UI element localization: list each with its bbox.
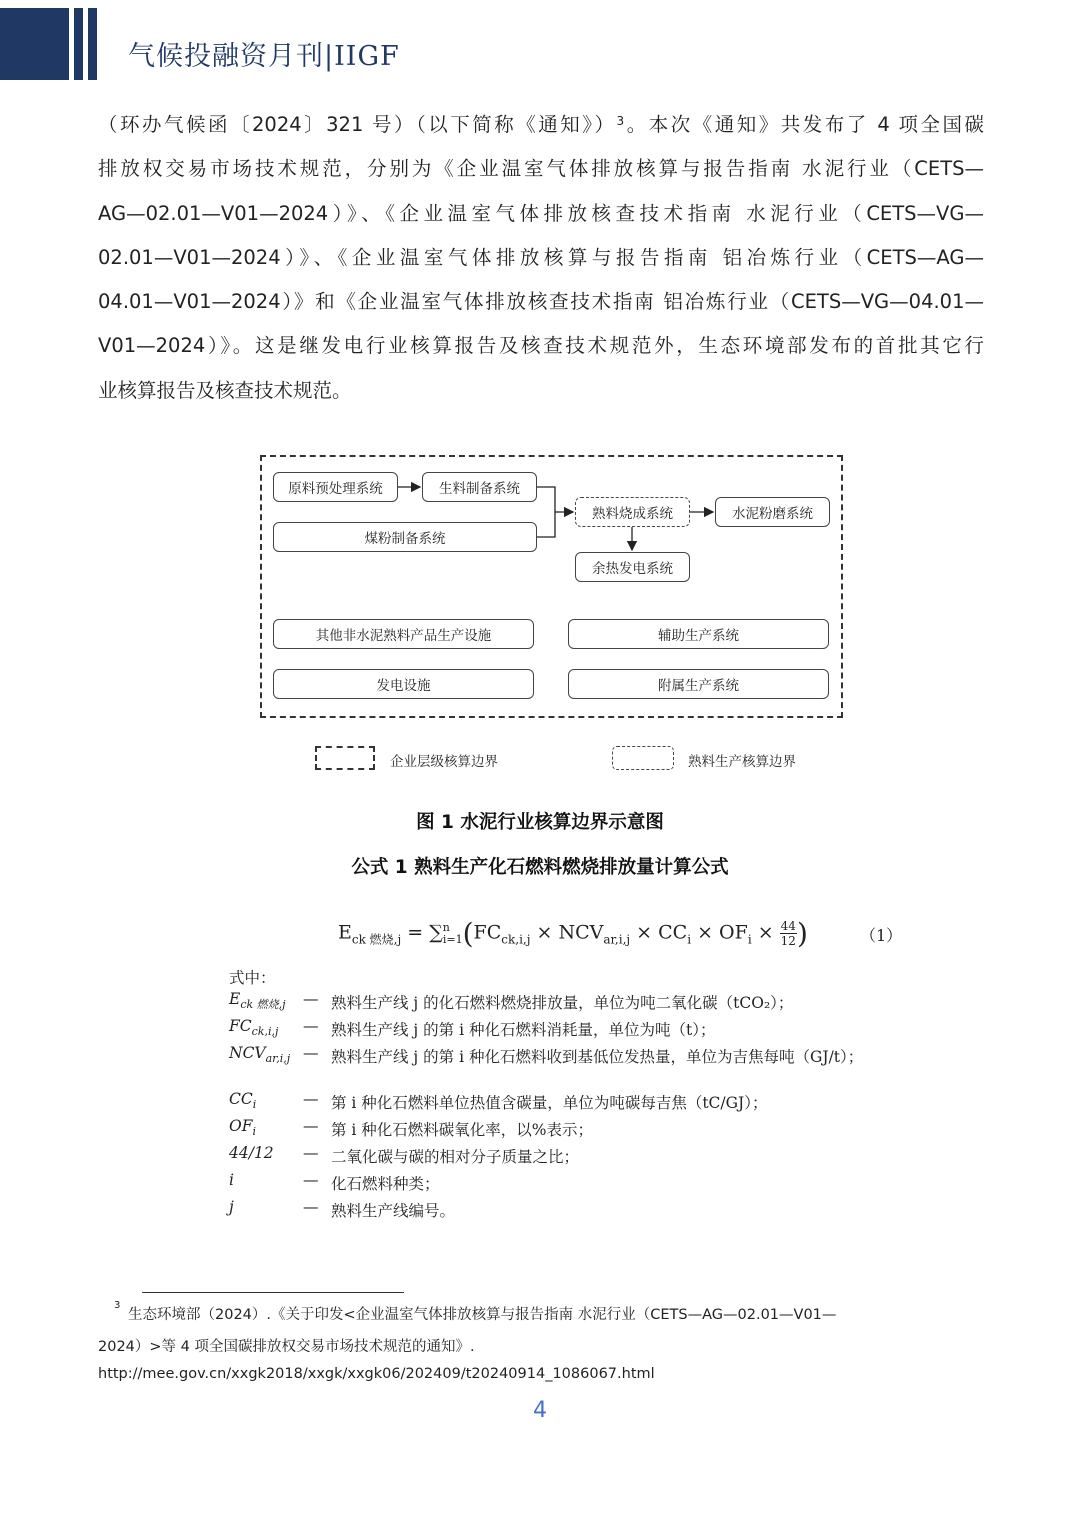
variable-description: 第 i 种化石燃料碳氧化率，以%表示；	[331, 1121, 594, 1139]
box-non-cement: 其他非水泥熟料产品生产设施	[273, 619, 534, 649]
variable-symbol: j	[229, 1198, 234, 1216]
body-line: V01—2024）》。这是继发电行业核算报告及核查技术规范外，生态环境部发布的首批其它行	[98, 334, 984, 358]
variable-description: 熟料生产线 j 的化石燃料燃烧排放量，单位为吨二氧化碳（tCO₂）；	[331, 994, 794, 1012]
variable-symbol: i	[229, 1171, 234, 1189]
box-ancillary: 附属生产系统	[568, 669, 829, 699]
body-line: 04.01—V01—2024）》和《企业温室气体排放核查技术指南 铝冶炼行业（CETS—VG—04.01—	[98, 290, 984, 314]
footnote-mark: 3	[114, 1300, 121, 1311]
variable-description: 化石燃料种类；	[331, 1175, 440, 1193]
variable-description: 熟料生产线 j 的第 i 种化石燃料消耗量，单位为吨（t）；	[331, 1021, 716, 1039]
definition-dash: —	[303, 1144, 319, 1162]
variable-symbol: 44/12	[229, 1144, 274, 1162]
legend-enterprise-label: 企业层级核算边界	[390, 754, 498, 770]
box-cement-grinding: 水泥粉磨系统	[715, 497, 830, 527]
header-title-text: 气候投融资月刊	[128, 41, 324, 72]
header-title-suffix: IIGF	[334, 41, 400, 72]
definition-dash: —	[303, 1044, 319, 1062]
footnote-url-link[interactable]: http://mee.gov.cn/xxgk2018/xxgk/xxgk06/202409/t20240914_1086067.html	[98, 1366, 655, 1382]
box-power: 发电设施	[273, 669, 534, 699]
footnote-line: 2024）>等 4 项全国碳排放权交易市场技术规范的通知》.	[98, 1339, 475, 1355]
formula-fraction: $\frac{44}{12}$	[780, 919, 796, 948]
body-line: 业核算报告及核查技术规范。	[98, 378, 352, 402]
variable-description: 熟料生产线编号。	[331, 1202, 456, 1220]
variable-description: 熟料生产线 j 的第 i 种化石燃料收到基低位发热量，单位为吉焦每吨（GJ/t）；	[331, 1048, 864, 1066]
box-clinker-burning: 熟料烧成系统	[575, 497, 690, 527]
figure-caption: 图 1 水泥行业核算边界示意图	[416, 812, 664, 833]
definition-dash: —	[303, 990, 319, 1008]
box-raw-meal: 生料制备系统	[422, 472, 537, 502]
box-coal-powder: 煤粉制备系统	[273, 522, 537, 552]
body-line: AG—02.01—V01—2024）》、《企业温室气体排放核查技术指南 水泥行业（CETS—VG—	[98, 201, 984, 225]
header-separator: |	[324, 41, 335, 72]
body-line: （环办气候函〔2024〕321 号）（以下简称《通知》）$^3$。本次《通知》共发布了 4 项全国碳	[98, 113, 984, 136]
formula-equation: $E_{ck 燃烧,j} = \sum^n_{i=1}(FC_{ck,i,j} \times NCV_{ar,i,j} \times CC_i \times OF_i$ × $\frac{44}{12}$ )	[338, 917, 808, 950]
definition-dash: —	[303, 1198, 319, 1216]
legend-enterprise-swatch	[315, 746, 375, 770]
variable-symbol: $CC_i$	[229, 1090, 257, 1112]
footnote-rule	[142, 1292, 404, 1293]
legend-clinker-label: 熟料生产核算边界	[688, 754, 796, 770]
definition-dash: —	[303, 1117, 319, 1135]
body-line: 02.01—V01—2024）》、《企业温室气体排放核算与报告指南 铝冶炼行业（CETS—AG—	[98, 245, 984, 269]
variable-description: 二氧化碳与碳的相对分子质量之比；	[331, 1148, 580, 1166]
definition-dash: —	[303, 1017, 319, 1035]
variable-symbol: $E_{ck 燃烧,j}$	[229, 990, 286, 1012]
legend-clinker-swatch	[612, 746, 674, 770]
box-raw-pretreatment: 原料预处理系统	[273, 472, 398, 502]
box-auxiliary: 辅助生产系统	[568, 619, 829, 649]
variable-symbol: $NCV_{ar,i,j}$	[229, 1044, 291, 1066]
footnote-line: 3 生态环境部（2024）.《关于印发<企业温室气体排放核算与报告指南 水泥行业（CETS—AG—02.01—V01—	[114, 1300, 837, 1323]
variable-description: 第 i 种化石燃料单位热值含碳量，单位为吨碳每吉焦（tC/GJ）；	[331, 1094, 768, 1112]
body-line: 排放权交易市场技术规范，分别为《企业温室气体排放核算与报告指南 水泥行业（CETS—	[98, 157, 984, 181]
variable-symbol: $FC_{ck,i,j}$	[229, 1017, 279, 1039]
formula-caption: 公式 1 熟料生产化石燃料燃烧排放量计算公式	[351, 857, 729, 878]
formula-number: （1）	[860, 926, 903, 945]
where-label: 式中：	[229, 969, 276, 987]
connector-merge	[537, 487, 555, 537]
footnote-ref[interactable]: 3	[616, 114, 625, 128]
page-number: 4	[533, 1398, 547, 1423]
definition-dash: —	[303, 1090, 319, 1108]
variable-symbol: $OF_i$	[229, 1117, 256, 1139]
box-waste-heat: 余热发电系统	[575, 552, 690, 582]
definition-dash: —	[303, 1171, 319, 1189]
